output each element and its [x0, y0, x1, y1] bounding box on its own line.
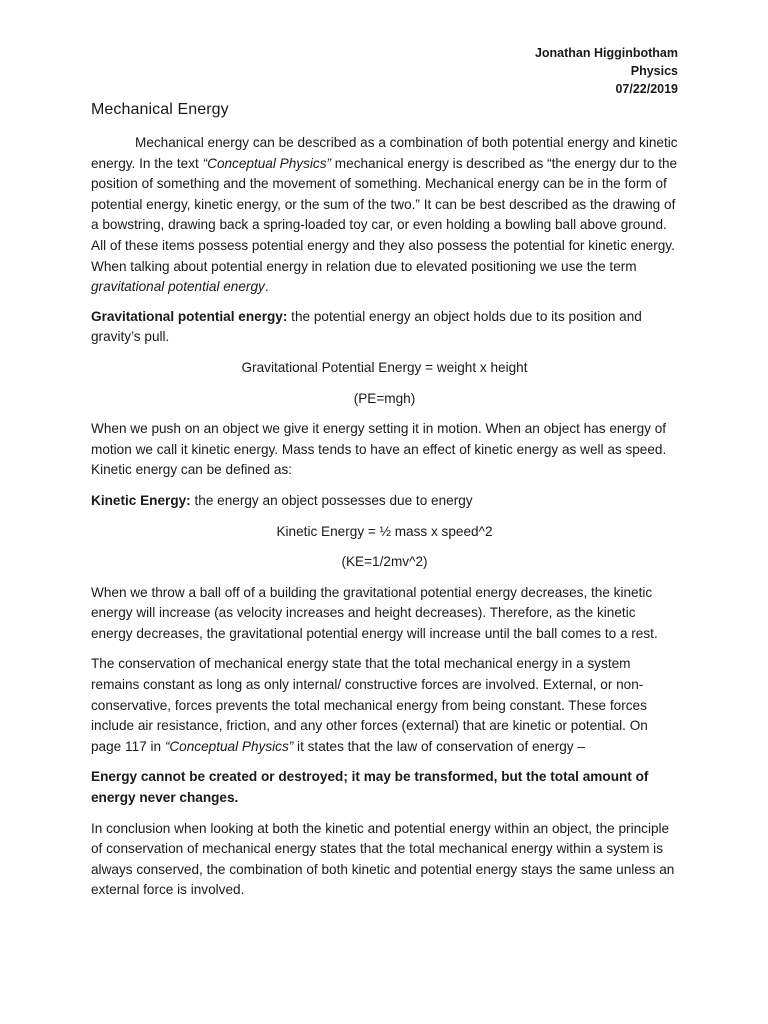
gpe-equation: Gravitational Potential Energy = weight x height: [241, 359, 528, 375]
gpe-definition: [91, 307, 678, 348]
intro-text-3: .: [264, 279, 269, 295]
intro-text-1: Mechanical energy can be described as a combination of both potential energy and kinetic energy. In the text: [91, 135, 678, 171]
ke-definition-text: the energy an object possesses due to energy: [190, 492, 473, 508]
conservation-book-title: “Conceptual Physics”: [164, 738, 294, 754]
kinetic-intro-paragraph: When we push on an object we give it energy setting it in motion. When an object has energy of motion we call it kinetic energy. Mass tends to have an effect of kinetic energy as well as speed. Kinetic energy can be defined as:: [91, 421, 667, 478]
document-header: [535, 44, 678, 98]
intro-term: gravitational potential energy: [91, 279, 265, 295]
conservation-law: Energy cannot be created or destroyed; it may be transformed, but the total amount of energy never changes.: [91, 769, 649, 806]
ke-equation: Kinetic Energy = ½ mass x speed^2: [276, 523, 493, 539]
conclusion-paragraph: In conclusion when looking at both the kinetic and potential energy within an object, the principle of conservation of mechanical energy states that the total mechanical energy within a system is always conserved, the combination of both kinetic and potential energy stays the same unless an external force is involved.: [91, 820, 675, 898]
subject-name: Physics: [630, 64, 678, 78]
conservation-text-1: The conservation of mechanical energy state that the total mechanical energy in a system remains constant as long as only internal/ constructive forces are involved. External, or non-conservative, forces prevents the total mechanical energy from being constant. These forces include air resistance, friction, and any other forces (external) that are kinetic or potential. On page 117 in: [91, 656, 648, 754]
intro-paragraph: [91, 133, 678, 298]
gpe-definition-text: the potential energy an object holds due to its position and gravity’s pull.: [91, 308, 642, 345]
ball-paragraph: When we throw a ball off of a building the gravitational potential energy decreases, the kinetic energy will increase (as velocity increases and height decreases). Therefore, as the kinetic energy decreases, the gravitational potential energy will increase until the ball comes to a rest.: [91, 584, 658, 641]
intro-book-title: “Conceptual Physics”: [202, 155, 332, 171]
conservation-paragraph: [91, 654, 678, 757]
document-date: 07/22/2019: [615, 82, 678, 96]
gpe-formula: (PE=mgh): [353, 390, 416, 406]
author-name: Jonathan Higginbotham: [534, 46, 678, 60]
ke-term: Kinetic Energy:: [91, 492, 191, 508]
document-body: [91, 133, 678, 911]
ke-definition: [91, 491, 678, 512]
conservation-text-2: it states that the law of conservation of energy –: [293, 738, 585, 754]
document-title: Mechanical Energy: [91, 101, 229, 118]
intro-text-2: mechanical energy is described as “the energy dur to the position of something and the movement of something. Mechanical energy can be in the form of potential energy, kinetic energy, or the sum of the two.” It can be best described as the drawing of a bowstring, drawing back a spring-loaded toy car, or even holding a bowling ball above ground. All of these items possess potential energy and they also possess the potential for kinetic energy. When talking about potential energy in relation due to elevated positioning we use the term: [91, 155, 678, 274]
gpe-term: Gravitational potential energy:: [91, 308, 288, 324]
ke-formula: (KE=1/2mv^2): [341, 554, 428, 570]
